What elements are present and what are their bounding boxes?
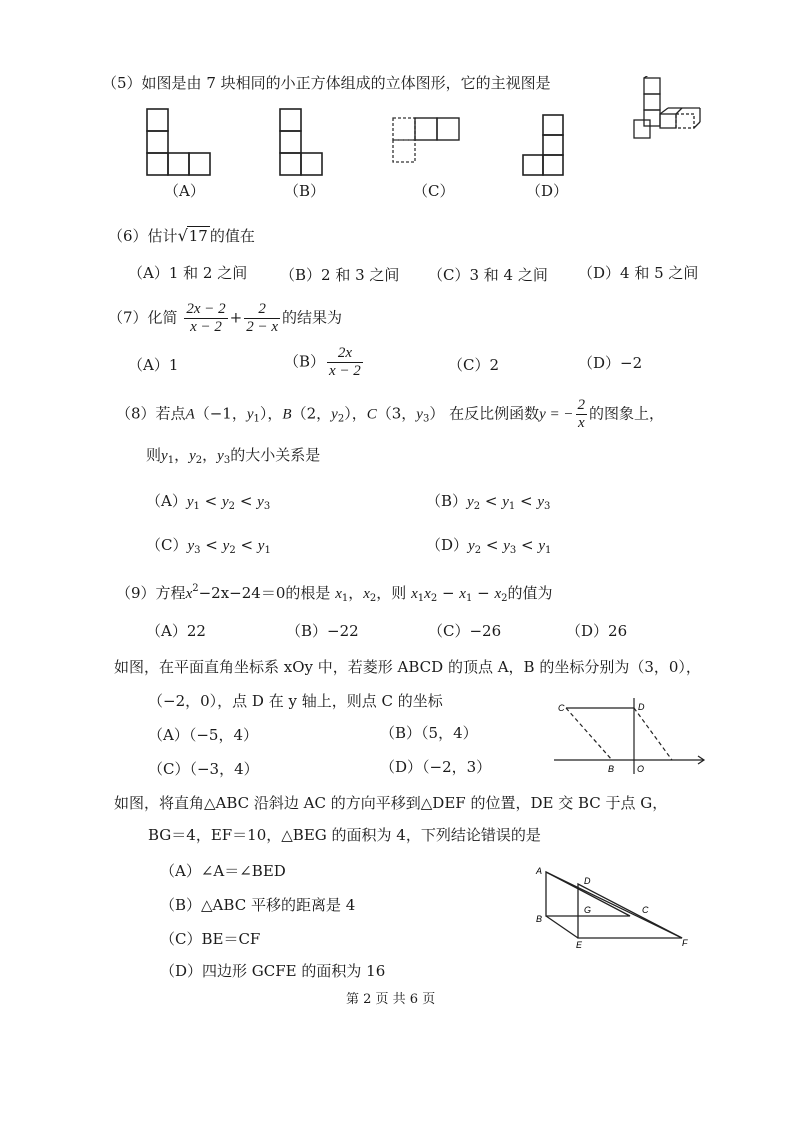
q10-stem-line2: （−2，0），点 D 在 y 轴上，则点 C 的坐标 — [148, 692, 443, 710]
q10-label-d: D — [638, 702, 645, 712]
q11-label-d: D — [584, 876, 591, 886]
q11-stem-line2: BG＝4，EF＝10，△BEG 的面积为 4，下列结论错误的是 — [148, 826, 541, 844]
q5-option-b-label[interactable]: （B） — [284, 182, 326, 200]
page-footer: 第 2 页 共 6 页 — [346, 992, 436, 1007]
q10-option-a[interactable]: （A）（−5，4） — [148, 726, 258, 744]
q5-option-c-figure — [392, 116, 462, 176]
q5-option-a-figure — [146, 108, 212, 176]
q10-rhombus-figure — [552, 694, 712, 778]
q11-option-a[interactable]: （A）∠A＝∠BED — [160, 862, 286, 880]
q6-option-a[interactable]: （A）1 和 2 之间 — [128, 264, 248, 282]
q7-number: （7） — [108, 308, 148, 327]
q11-label-a: A — [536, 866, 543, 876]
q11-triangle-figure — [534, 864, 704, 948]
q5-option-b-figure — [279, 108, 323, 176]
q5-stem — [102, 76, 551, 91]
q6-number: （6） — [108, 227, 148, 245]
q5-option-d-figure — [521, 114, 565, 176]
q7-option-d[interactable]: （D）−2 — [578, 354, 643, 372]
q7-stem — [108, 302, 342, 335]
q11-option-c[interactable]: （C）BE＝CF — [160, 930, 261, 948]
q7-fraction-1: $\frac{2x - 2}{x - 2}$ — [186, 301, 226, 335]
q8-function-fraction: $\frac{2}{x}$ — [577, 397, 586, 431]
q7-option-b-fraction: $\frac{2x}{x - 2}$ — [329, 345, 361, 379]
q8-option-a[interactable]: $(A)y_1 < y_2 < y_3$ — [146, 492, 271, 512]
q11-label-e: E — [576, 940, 583, 948]
q11-option-b[interactable]: （B）△ABC 平移的距离是 4 — [160, 896, 356, 914]
q5-option-a-label[interactable]: （A） — [164, 182, 205, 200]
q10-option-c[interactable]: （C）（−3，4） — [148, 760, 259, 778]
q11-stem-line1: 如图，将直角△ABC 沿斜边 AC 的方向平移到△DEF 的位置，DE 交 BC 于点 G， — [114, 794, 668, 812]
q7-option-b[interactable]: （B） $\frac{2x}{x - 2}$ — [284, 345, 361, 379]
q11-label-f: F — [682, 938, 688, 948]
q11-label-b: B — [536, 914, 543, 924]
q10-stem-line1: 如图，在平面直角坐标系 xOy 中，若菱形 ABCD 的顶点 A，B 的坐标分别为（3，0）， — [114, 658, 701, 676]
q5-number: （5） — [102, 74, 142, 92]
q10-label-o: O — [637, 764, 645, 774]
q5-option-d-label[interactable]: （D） — [526, 182, 569, 200]
q10-option-b[interactable]: （B）（5，4） — [380, 724, 478, 742]
q11-label-g: G — [584, 905, 592, 915]
q9-option-a[interactable]: （A）22 — [146, 622, 206, 640]
q7-fraction-2: $\frac{2}{2 - x}$ — [246, 301, 278, 335]
q7-option-c[interactable]: （C）2 — [448, 356, 500, 374]
q6-suffix: 的值在 — [209, 227, 255, 245]
q10-label-c: C — [558, 703, 565, 713]
q7-option-a[interactable]: （A）1 — [128, 356, 179, 374]
q9-option-c[interactable]: （C）−26 — [428, 622, 502, 640]
q8-stem-line2: 则$y_1$，$y_2$，$y_3$的大小关系是 — [146, 446, 321, 466]
q7-suffix: 的结果为 — [281, 308, 342, 327]
q11-option-d[interactable]: （D）四边形 GCFE 的面积为 16 — [160, 962, 386, 980]
q7-plus: + — [229, 308, 243, 327]
q9-option-d[interactable]: （D）26 — [566, 622, 628, 640]
q9-option-b[interactable]: （B）−22 — [286, 622, 359, 640]
q11-label-c: C — [642, 905, 649, 915]
q7-prefix: 化简 — [147, 308, 178, 327]
q8-stem-line1: （8）若点A（−1，$y_1$），B（2，$y_2$），C（3，$y_3$） 在反比例函数y = − $\frac{2}{x}$ 的图象上， — [116, 397, 665, 431]
q5-text: 如图是由 7 块相同的小正方体组成的立体图形，它的主视图是 — [141, 74, 551, 92]
q6-prefix: 估计 — [147, 227, 178, 245]
q8-option-c[interactable]: $(C)y_3 < y_2 < y_1$ — [146, 536, 271, 556]
sqrt-symbol: √ — [177, 226, 188, 245]
q6-option-b[interactable]: （B）2 和 3 之间 — [280, 266, 400, 284]
q6-option-d[interactable]: （D）4 和 5 之间 — [578, 264, 699, 282]
q6-radicand: 17 — [188, 227, 208, 245]
q6-option-c[interactable]: （C）3 和 4 之间 — [428, 266, 548, 284]
q10-option-d[interactable]: （D）（−2，3） — [380, 758, 492, 776]
q10-label-b: B — [608, 764, 615, 774]
q5-option-c-label[interactable]: （C） — [413, 182, 455, 200]
q8-option-b[interactable]: $(B)y_2 < y_1 < y_3$ — [426, 492, 551, 512]
q5-solid-figure — [630, 76, 712, 146]
q6-stem — [108, 228, 255, 244]
q9-stem: （9）方程$x^2-2x-24=0$的根是 $x_1$，$x_2$，则 $x_1x_2 - x_1 - x_2$的值为 — [116, 583, 553, 604]
q8-option-d[interactable]: $(D)y_2 < y_3 < y_1$ — [426, 536, 552, 556]
